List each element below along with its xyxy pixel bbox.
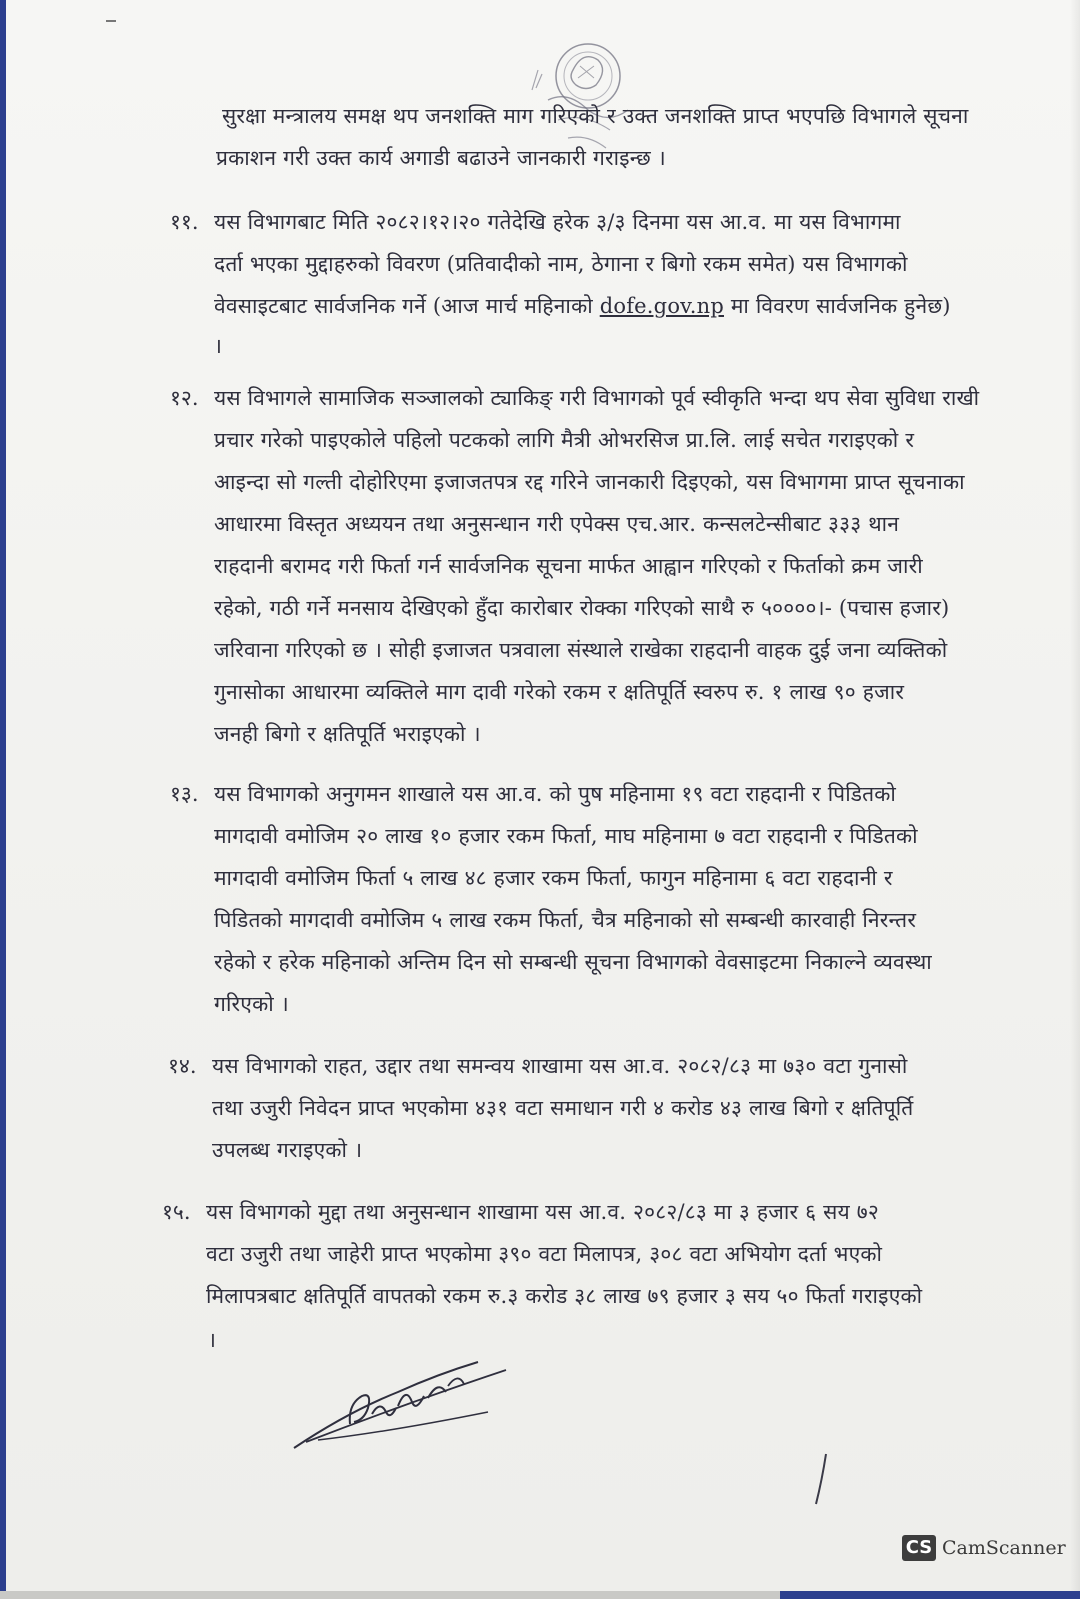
paragraph-14-line-1: यस विभागको राहत, उद्दार तथा समन्वय शाखामा यस आ.व. २०८२/८३ मा ७३० वटा गुनासो — [212, 1054, 908, 1078]
paragraph-15-line-4: । — [208, 1328, 217, 1352]
paragraph-13-line-6: गरिएको । — [214, 992, 289, 1016]
paragraph-11-line-3-text: वेवसाइटबाट सार्वजनिक गर्ने (आज मार्च महिनाको — [214, 294, 600, 318]
paragraph-11-line-3-suffix: मा विवरण सार्वजनिक हुनेछ) — [723, 294, 951, 318]
paragraph-14-line-3: उपलब्ध गराइएको । — [212, 1138, 363, 1162]
paragraph-12-line-6: रहेको, गठी गर्ने मनसाय देखिएको हुँदा कारोबार रोक्का गरिएको साथै रु ५००००।- (पचास हजार) — [214, 596, 950, 620]
paragraph-14-line-2: तथा उजुरी निवेदन प्राप्त भएकोमा ४३१ वटा समाधान गरी ४ करोड ४३ लाख बिगो र क्षतिपूर्ति — [212, 1096, 914, 1120]
dofe-website-link[interactable]: dofe.gov.np — [599, 294, 724, 318]
paragraph-number-11: ११. — [170, 210, 199, 234]
paragraph-11-line-1: यस विभागबाट मिति २०८२।१२।२० गतेदेखि हरेक ३/३ दिनमा यस आ.व. मा यस विभागमा — [214, 210, 901, 234]
paragraph-number-12: १२. — [170, 386, 199, 410]
paragraph-12-line-7: जरिवाना गरिएको छ । सोही इजाजत पत्रवाला संस्थाले राखेका राहदानी वाहक दुई जना व्यक्तिको — [214, 638, 948, 662]
paragraph-13-line-5: रहेको र हरेक महिनाको अन्तिम दिन सो सम्बन्धी सूचना विभागको वेवसाइटमा निकाल्ने व्यवस्था — [214, 950, 932, 974]
paragraph-15-line-3: मिलापत्रबाट क्षतिपूर्ति वापतको रकम रु.३ करोड ३८ लाख ७९ हजार ३ सय ५० फिर्ता गराइएको — [206, 1284, 923, 1308]
bottom-strip-accent — [780, 1591, 1080, 1599]
paragraph-11-line-2: दर्ता भएका मुद्दाहरुको विवरण (प्रतिवादीको नाम, ठेगाना र बिगो रकम समेत) यस विभागको — [214, 252, 908, 276]
paragraph-15-line-2: वटा उजुरी तथा जाहेरी प्राप्त भएकोमा ३९० वटा मिलापत्र, ३०८ वटा अभियोग दर्ता भएको — [206, 1242, 883, 1266]
page-left-edge — [0, 0, 6, 1599]
paragraph-11-line-3 — [214, 291, 951, 321]
paragraph-12-line-2: प्रचार गरेको पाइएकोले पहिलो पटकको लागि मैत्री ओभरसिज प्रा.लि. लाई सचेत गराइएको र — [214, 428, 915, 452]
paragraph-11-line-4: । — [214, 334, 223, 358]
paragraph-13-line-2: मागदावी वमोजिम २० लाख १० हजार रकम फिर्ता, माघ महिनामा ७ वटा राहदानी र पिडितको — [214, 824, 918, 848]
page-bottom-strip — [0, 1591, 1080, 1599]
page-right-shadow — [1070, 0, 1080, 1599]
paragraph-12-line-8: गुनासोका आधारमा व्यक्तिले माग दावी गरेको रकम र क्षतिपूर्ति स्वरुप रु. १ लाख ९० हजार — [214, 680, 905, 704]
paragraph-12-line-1: यस विभागले सामाजिक सञ्जालको ट्याकिङ् गरी विभागको पूर्व स्वीकृति भन्दा थप सेवा सुविधा राखी — [214, 386, 980, 410]
paragraph-13-line-4: पिडितको मागदावी वमोजिम ५ लाख रकम फिर्ता, चैत्र महिनाको सो सम्बन्धी कारवाही निरन्तर — [214, 908, 917, 932]
paragraph-13-line-1: यस विभागको अनुगमन शाखाले यस आ.व. को पुष महिनामा १९ वटा राहदानी र पिडितको — [214, 782, 897, 806]
scan-speck — [106, 20, 116, 22]
paragraph-number-15: १५. — [162, 1200, 191, 1224]
paragraph-12-line-3: आइन्दा सो गल्ती दोहोरिएमा इजाजतपत्र रद्द गरिने जानकारी दिइएको, यस विभागमा प्राप्त सूचनाका — [214, 470, 965, 494]
paragraph-12-line-9: जनही बिगो र क्षतिपूर्ति भराइएको । — [214, 722, 481, 746]
handwritten-signature-icon — [288, 1352, 518, 1452]
camscanner-brand-text: CamScanner — [942, 1537, 1066, 1559]
paragraph-15-line-1: यस विभागको मुद्दा तथा अनुसन्धान शाखामा यस आ.व. २०८२/८३ मा ३ हजार ६ सय ७२ — [206, 1200, 880, 1224]
paragraph-13-line-3: मागदावी वमोजिम फिर्ता ५ लाख ४८ हजार रकम फिर्ता, फागुन महिनामा ६ वटा राहदानी र — [214, 866, 893, 890]
paragraph-12-line-4: आधारमा विस्तृत अध्ययन तथा अनुसन्धान गरी एपेक्स एच.आर. कन्सलटेन्सीबाट ३३३ थान — [214, 512, 900, 536]
pen-stroke-mark — [812, 1452, 832, 1507]
camscanner-logo-icon: CS — [902, 1535, 936, 1561]
intro-line-2: प्रकाशन गरी उक्त कार्य अगाडी बढाउने जानकारी गराइन्छ । — [216, 146, 666, 170]
paragraph-number-13: १३. — [170, 782, 199, 806]
camscanner-watermark — [902, 1534, 1066, 1562]
intro-line-1: सुरक्षा मन्त्रालय समक्ष थप जनशक्ति माग गरिएको र उक्त जनशक्ति प्राप्त भएपछि विभागले सूचना — [222, 104, 969, 128]
office-seal-icon — [528, 30, 646, 156]
paragraph-number-14: १४. — [168, 1054, 197, 1078]
paragraph-12-line-5: राहदानी बरामद गरी फिर्ता गर्न सार्वजनिक सूचना मार्फत आह्वान गरिएको र फिर्ताको क्रम जारी — [214, 554, 923, 578]
